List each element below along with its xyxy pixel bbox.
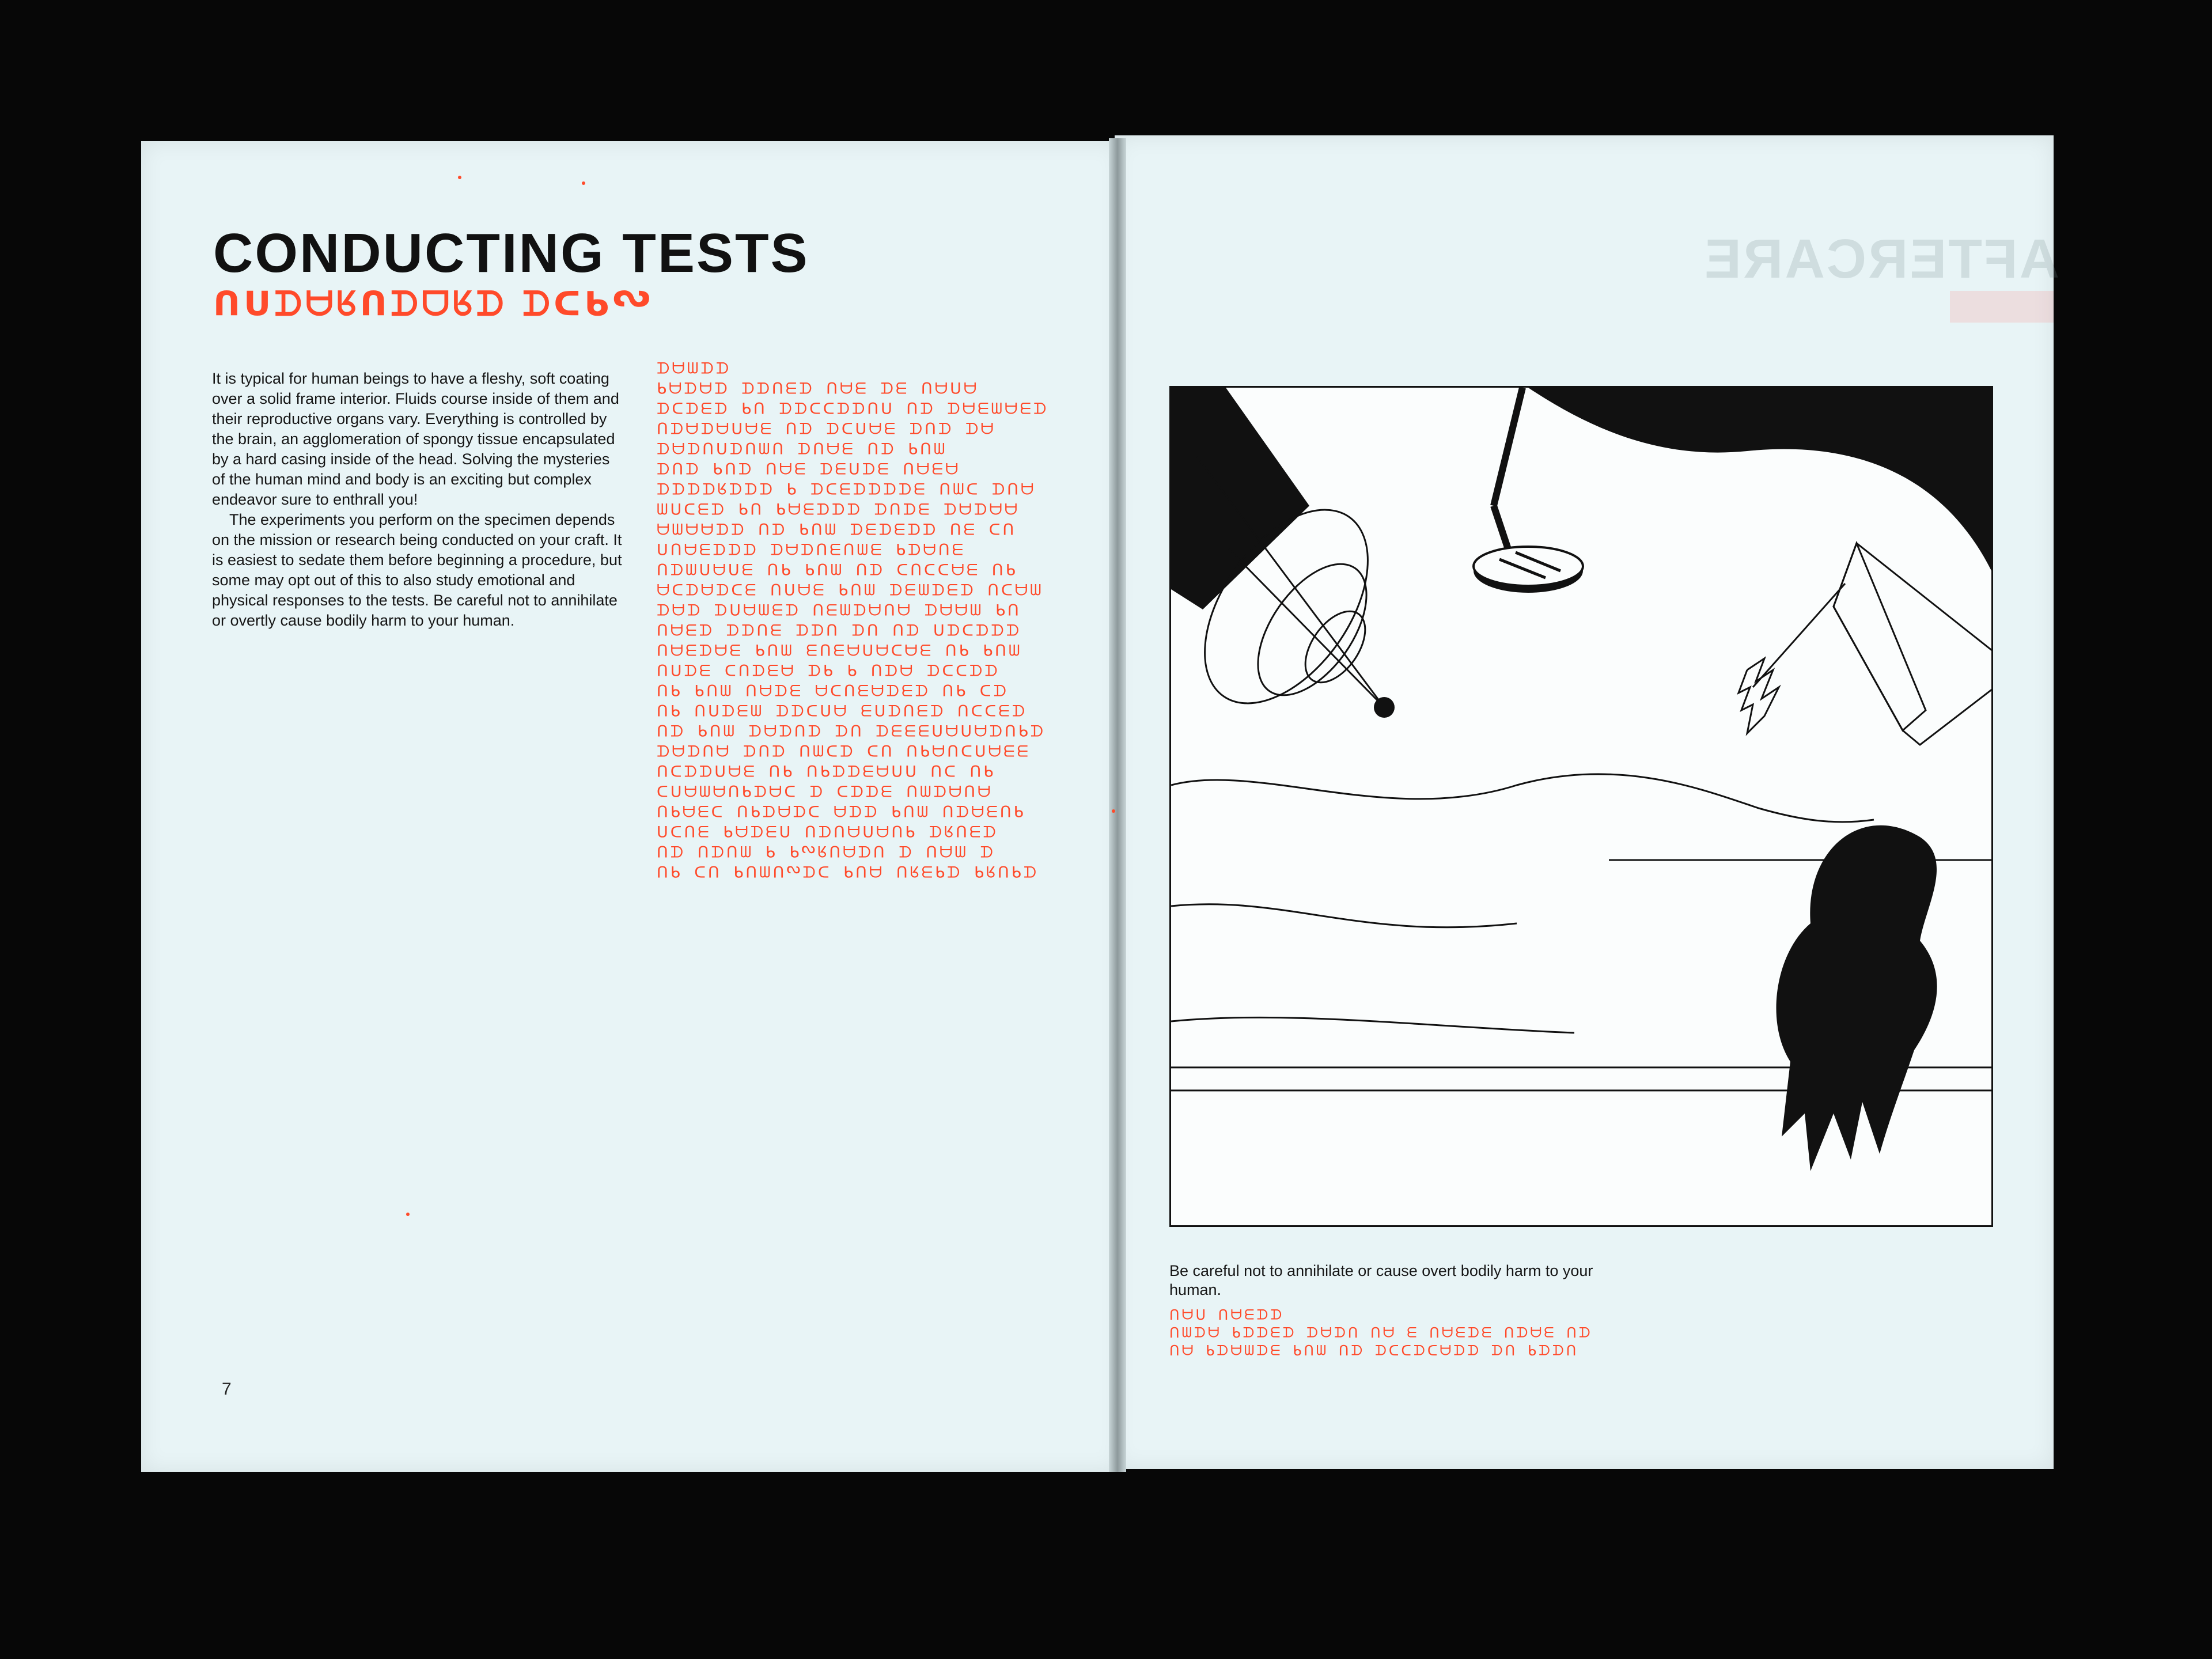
probe-tip — [1374, 697, 1395, 718]
body-paragraph-2: The experiments you perform on the specimen depends on the mission or research being conducted on your craft. It is easiest to sedate them before beginning a procedure, but some may opt out of this to also study emotional and physical responses to the tests. Be careful not to annihilate or overtly cause bodily harm to your human. — [212, 511, 622, 629]
page-number: 7 — [222, 1380, 232, 1399]
lamp-arm — [1494, 388, 1522, 506]
ghost-bleedthrough-title: AFTERCARE — [1703, 228, 2059, 290]
illustration-caption: Be careful not to annihilate or cause overt bodily harm to your human. — [1169, 1262, 1593, 1298]
abduction-illustration — [1169, 386, 1993, 1227]
human-hair-silhouette — [1776, 825, 1937, 1171]
body-text — [212, 369, 627, 631]
alien-body-text: ᑌᑭ ᑕᑌ ᑭᑌᗰᑌᔕᗪᑕ ᑭᑌᗩ ᑌᖇᗴᑭᗪ ᑭᖇᑌᑭᗪ ᑌᗪ ᑌᗪᑌᗰ ᑭ ᑭᔕᖇᑌᗩᗪᑌ ᗪ ᑌᗩᗰ ᗪ ᑎᑕᑌᗴ ᑭᗩᗪᗴᑎ ᑌᗪᑌᗩᑎᗩᑌᑭ ᗪᖇᑌᗴᗪ ᑌᑭᗩᗴᑕ ᑌᑭᗪᗩᗪᑕ ᗩᗪᗪ ᑭᑌᗰ ᑌᗪᗩᗴᑌᑭ ᑕᑎᗩᗰᗩᑌᑭᗪᗩᑕ ᗪ ᑕᗪᗪᗴ ᑌᗰᗪᗩᑌᗩ ᑌᑕᗪᗪᑎᗩᗴ ᑌᑭ ᑌᑭᗪᗪᗴᗩᑎᑎ ᑌᑕ ᑌᑭ ᗪᗩᗪᑌᗩ ᗪᑌᗪ ᑌᗰᑕᗪ ᑕᑌ ᑌᑭᗩᑌᑕᑎᗩᗴᗴ ᑌᗪ ᑭᑌᗰ ᗪᗩᗪᑌᗪ ᗪᑌ ᗪᗴᗴᗴᑎᗩᑎᗩᗪᑌᑭᗪ ᑌᑭ ᑌᑎᗪᗴᗰ ᗪᗪᑕᑎᗩ ᗴᑎᗪᑌᗴᗪ ᑌᑕᑕᗴᗪ ᑌᑭ ᑭᑌᗰ ᑌᗩᗪᗴ ᗩᑕᑌᗴᗩᗪᗴᗪ ᑌᑭ ᑕᗪ ᑌᑎᗪᗴ ᑕᑌᗪᗴᗩ ᗪᑭ ᑭ ᑌᗪᗩ ᗪᑕᑕᗪᗪ ᑌᗩᗴᗪᗩᗴ ᑭᑌᗰ ᗴᑌᗴᗩᑎᗩᑕᗩᗴ ᑌᑭ ᑭᑌᗰ ᑌᗩᗴᗪ ᗪᗪᑌᗴ ᗪᗪᑌ ᗪᑌ ᑌᗪ ᑎᗪᑕᗪᗪᗪ ᗪᗩᗪ ᗪᑎᗩᗰᗴᗪ ᑌᗴᗰᗪᗩᑌᗩ ᗪᗩᗩᗰ ᑭᑌ ᗩᑕᗪᗩᗪᑕᗴ ᑌᑎᗩᗴ ᑭᑌᗰ ᗪᗴᗰᗪᗴᗪ ᑌᑕᗩᗰ ᑌᗪᗰᑎᗩᑎᗴ ᑌᑭ ᑭᑌᗰ ᑌᗪ ᑕᑌᑕᑕᗩᗴ ᑌᑭ ᑎᑌᗩᗴᗪᗪᗪ ᗪᗩᗪᑌᗴᑌᗰᗴ ᑭᗪᗩᑌᗴ ᗩᗰᗩᗩᗪᗪ ᑌᗪ ᑭᑌᗰ ᗪᗴᗪᗴᗪᗪ ᑌᗴ ᑕᑌ ᗰᑎᑕᗴᗪ ᑭᑌ ᑭᗩᗴᗪᗪᗪ ᗪᑌᗪᗴ ᗪᗩᗪᗩᗩ ᗪᗪᗪᗪᖇᗪᗪᗪ ᑭ ᗪᑕᗴᗪᗪᗪᗪᗴ ᑌᗰᑕ ᗪᑌᗩ ᗪᑌᗪ ᑭᑌᗪ ᑌᗩᗴ ᗪᗴᑎᗪᗴ ᑌᗩᗴᗩ ᗪᗩᗪᑌᑎᗪᑌᗰᑌ ᗪᑌᗩᗴ ᑌᗪ ᑭᑌᗰ ᑌᗪᗩᗪᗩᑎᗩᗴ ᑌᗪ ᗪᑕᑎᗩᗴ ᗪᑌᗪ ᗪᗩ ᗪᑕᗪᗴᗪ ᑭᑌ ᗪᗪᑕᑕᗪᗪᑌᑎ ᑌᗪ ᗪᗩᗴᗰᗩᗴᗪ ᑭᗩᗪᗩᗪ ᗪᗪᑌᗴᗪ ᑌᗩᗴ ᗪᗴ ᑌᗩᑎᗩ ᗪᗩᗰᗪᗪ — [657, 358, 1049, 880]
book-gutter — [1109, 138, 1126, 1472]
alien-caption: ᑌᗩ ᑭᗪᗩᗰᗪᗴ ᑭᑌᗰ ᑌᗪ ᗪᑕᑕᗪᑕᗩᗪᗪ ᗪᑌ ᑭᗪᗪᑌ ᑌᗰᗪᗩ ᑭᗪᗪᗴᗪ ᗪᗩᗪᑌ ᑌᗩ ᗴ ᑌᗩᗴᗪᗴ ᑌᗪᗩᗴ ᑌᗪ ᑌᗩᑎ ᑌᗩᗴᗪᗪ — [1169, 1306, 1593, 1358]
body-paragraph-1: It is typical for human beings to have a fleshy, soft coating over a solid frame interior. Fluids course inside of them and their reproductive organs vary. Everything is controlled by the brain, an agglomeration of spongy tissue encapsulated by a hard casing inside of the head. Solving the mysteries of the human mind and body is an exciting but complex endeavor sure to enthrall you! — [212, 370, 619, 508]
alien-title: ᑌᑎᗪᗩᖇᑌᗪᗝᖇᗪ ᗪᑕᑭᔕ — [213, 283, 654, 322]
dark-ceiling-shape — [1528, 388, 1993, 578]
lamp-head — [1474, 547, 1583, 586]
apparatus-right — [1738, 543, 1993, 745]
dark-panel-left — [1171, 388, 1309, 609]
ghost-bleedthrough-subtitle — [1950, 291, 2054, 323]
page-title: CONDUCTING TESTS — [213, 222, 809, 284]
illustration-drawing — [1171, 388, 1993, 1227]
